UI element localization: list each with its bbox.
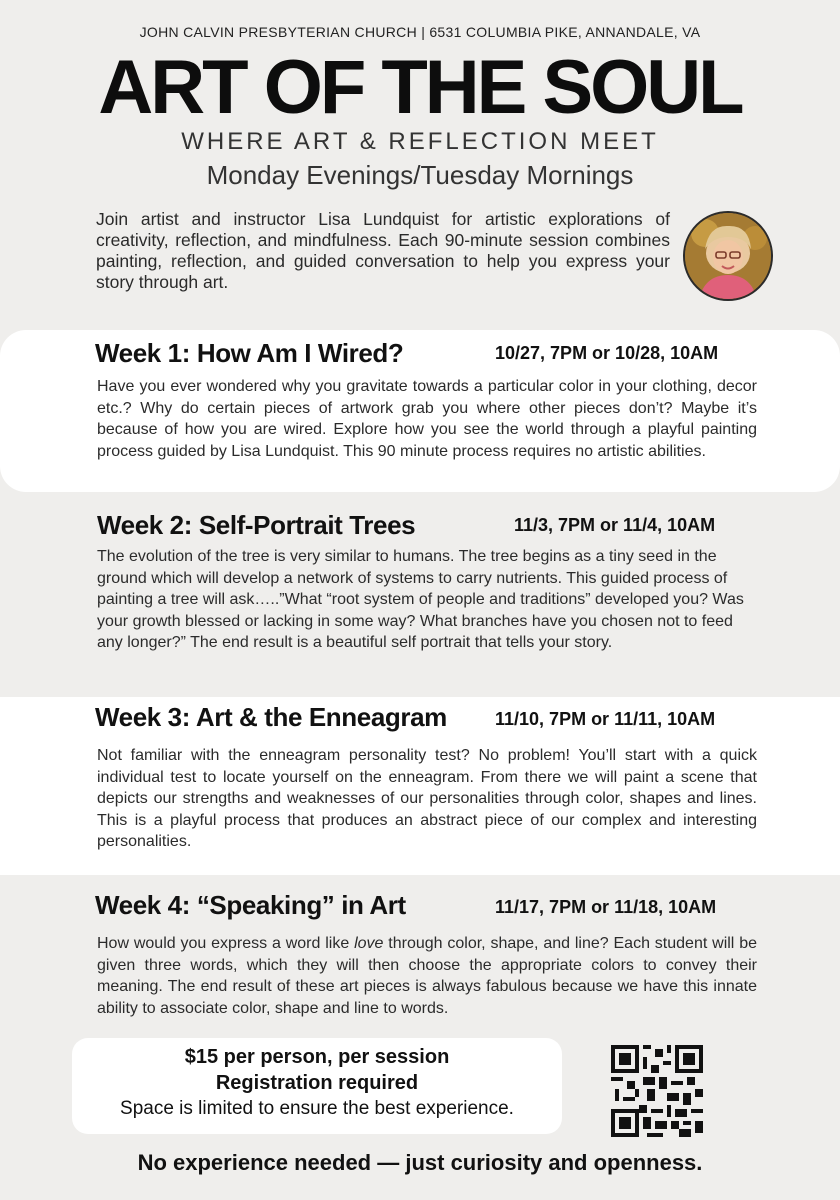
week-3-title: Week 3: Art & the Enneagram: [95, 702, 447, 732]
week-4-description: [97, 933, 757, 1019]
page-subtitle: WHERE ART & REFLECTION MEET: [181, 128, 659, 155]
week-4-panel: [0, 877, 840, 1025]
week-3-panel: [0, 697, 840, 875]
registration-text: Registration required: [215, 1072, 419, 1094]
week-4-desc-emphasis: love: [354, 935, 384, 952]
week-4-desc-end: through color, shape, and line? Each student will be given three words, which they will then choose the appropriate colors to convey their meaning. The end result of these art pieces is always fabulous because we have this innate ability to associate color, shape and line to words.: [97, 935, 757, 1017]
week-3-date: 11/10, 7PM or 11/11, 10AM: [495, 709, 716, 729]
week-2-description: The evolution of the tree is very similar to humans. The tree begins as a tiny seed in the ground which will develop a network of systems to carry nutrients. This guided process of painting a tree will ask…..”What “root system of people and traditions” developed you? Was your growth blessed or lacking in some way? What branches have you chosen not to feed any longer?” The end result is a beautiful self portrait that tells your story.: [97, 548, 744, 651]
week-2-date: 11/3, 7PM or 11/4, 10AM: [514, 515, 716, 535]
week-4-title: Week 4: “Speaking” in Art: [95, 890, 406, 920]
pricing-box: [72, 1038, 562, 1134]
week-1-date: 10/27, 7PM or 10/28, 10AM: [495, 343, 719, 363]
space-limit-text: Space is limited to ensure the best experience.: [120, 1098, 514, 1119]
page-title: ART OF THE SOUL: [98, 45, 742, 130]
week-3-description: Not familiar with the enneagram personality test? No problem! You’ll start with a quick individual test to locate yourself on the enneagram. From there we will paint a scene that depicts our strengths and weaknesses of our personalities through color, shapes and lines. This is a playful process that produces an abstract piece of our complex and interesting personalities.: [97, 747, 757, 850]
intro-paragraph: Join artist and instructor Lisa Lundquist for artistic explorations of creativity, reflection, and mindfulness. Each 90-minute session combines painting, reflection, and guided conversation to help you express your story through art.: [96, 209, 670, 292]
footer-tagline: No experience needed — just curiosity and openness.: [137, 1150, 703, 1175]
week-1-panel: [0, 330, 840, 492]
portrait-icon: [685, 213, 771, 299]
week-2-title: Week 2: Self-Portrait Trees: [97, 510, 416, 540]
week-4-date: 11/17, 7PM or 11/18, 10AM: [495, 897, 717, 917]
week-1-description: Have you ever wondered why you gravitate towards a particular color in your clothing, decor etc.? Why do certain pieces of artwork grab you where other pieces don’t? Maybe it’s because of how you are wired. Explore how you see the world through a playful painting process guided by Lisa Lundquist. This 90 minute process requires no artistic abilities.: [97, 378, 757, 460]
week-4-desc-start: How would you express a word like: [97, 935, 355, 952]
org-address-line: JOHN CALVIN PRESBYTERIAN CHURCH | 6531 COLUMBIA PIKE, ANNANDALE, VA: [139, 24, 701, 40]
schedule-line: Monday Evenings/Tuesday Mornings: [206, 160, 634, 190]
instructor-avatar: [683, 211, 773, 301]
week-1-title: Week 1: How Am I Wired?: [95, 338, 404, 368]
qr-code-icon[interactable]: [611, 1045, 703, 1137]
week-2-panel: [0, 497, 840, 695]
price-text: $15 per person, per session: [184, 1046, 450, 1068]
